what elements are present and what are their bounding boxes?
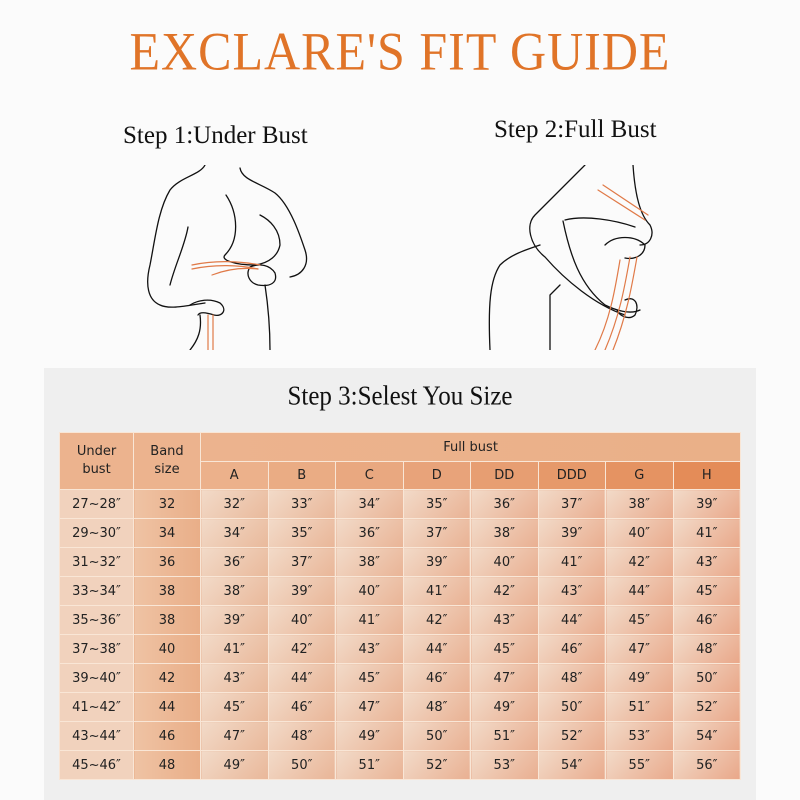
full-bust-cell: 43″ — [471, 606, 539, 635]
table-row — [60, 519, 741, 548]
full-bust-cell: 52″ — [403, 751, 471, 780]
full-bust-cell: 36″ — [336, 519, 404, 548]
full-bust-cell: 49″ — [606, 664, 674, 693]
full-bust-cell: 50″ — [538, 693, 606, 722]
full-bust-cell: 48″ — [403, 693, 471, 722]
page-title: EXCLARE'S FIT GUIDE — [129, 20, 671, 82]
full-bust-cell: 49″ — [336, 722, 404, 751]
band-size-cell: 42 — [134, 664, 201, 693]
full-bust-cell: 51″ — [336, 751, 404, 780]
band-size-cell: 34 — [134, 519, 201, 548]
full-bust-cell: 39″ — [538, 519, 606, 548]
full-bust-cell: 34″ — [201, 519, 269, 548]
band-size-cell: 38 — [134, 577, 201, 606]
full-bust-cell: 44″ — [268, 664, 336, 693]
band-size-cell: 44 — [134, 693, 201, 722]
band-size-cell: 36 — [134, 548, 201, 577]
full-bust-cell: 37″ — [268, 548, 336, 577]
full-bust-cell: 43″ — [538, 577, 606, 606]
full-bust-cell: 51″ — [471, 722, 539, 751]
full-bust-cell: 34″ — [336, 490, 404, 519]
full-bust-cell: 39″ — [673, 490, 741, 519]
under-bust-cell: 37~38″ — [60, 635, 134, 664]
full-bust-cell: 54″ — [673, 722, 741, 751]
header-full-bust: Full bust — [201, 433, 741, 462]
full-bust-cell: 45″ — [201, 693, 269, 722]
full-bust-cell: 39″ — [268, 577, 336, 606]
full-bust-cell: 42″ — [403, 606, 471, 635]
full-bust-cell: 52″ — [673, 693, 741, 722]
header-cup-a: A — [201, 462, 269, 490]
step2-label: Step 2:Full Bust — [494, 116, 657, 143]
full-bust-cell: 38″ — [201, 577, 269, 606]
band-size-cell: 40 — [134, 635, 201, 664]
full-bust-cell: 38″ — [471, 519, 539, 548]
full-bust-cell: 47″ — [606, 635, 674, 664]
under-bust-cell: 39~40″ — [60, 664, 134, 693]
size-chart-table — [59, 432, 741, 780]
step1-label: Step 1:Under Bust — [123, 122, 308, 149]
full-bust-cell: 35″ — [268, 519, 336, 548]
full-bust-cell: 40″ — [268, 606, 336, 635]
full-bust-cell: 55″ — [606, 751, 674, 780]
full-bust-cell: 47″ — [201, 722, 269, 751]
under-bust-cell: 31~32″ — [60, 548, 134, 577]
full-bust-cell: 48″ — [673, 635, 741, 664]
table-row — [60, 490, 741, 519]
full-bust-cell: 41″ — [673, 519, 741, 548]
full-bust-cell: 36″ — [471, 490, 539, 519]
full-bust-cell: 56″ — [673, 751, 741, 780]
full-bust-cell: 43″ — [673, 548, 741, 577]
header-cup-h: H — [673, 462, 741, 490]
full-bust-cell: 41″ — [201, 635, 269, 664]
full-bust-cell: 44″ — [606, 577, 674, 606]
table-row — [60, 722, 741, 751]
full-bust-cell: 42″ — [268, 635, 336, 664]
band-size-cell: 32 — [134, 490, 201, 519]
under-bust-cell: 41~42″ — [60, 693, 134, 722]
band-size-cell: 46 — [134, 722, 201, 751]
band-size-cell: 48 — [134, 751, 201, 780]
under-bust-cell: 35~36″ — [60, 606, 134, 635]
header-cup-b: B — [268, 462, 336, 490]
table-row — [60, 664, 741, 693]
table-row — [60, 577, 741, 606]
full-bust-cell: 50″ — [673, 664, 741, 693]
full-bust-cell: 50″ — [403, 722, 471, 751]
full-bust-cell: 45″ — [336, 664, 404, 693]
header-cup-ddd: DDD — [538, 462, 606, 490]
full-bust-cell: 46″ — [673, 606, 741, 635]
header-cup-d: D — [403, 462, 471, 490]
full-bust-cell: 38″ — [606, 490, 674, 519]
full-bust-cell: 44″ — [403, 635, 471, 664]
full-bust-cell: 32″ — [201, 490, 269, 519]
full-bust-cell: 37″ — [538, 490, 606, 519]
full-bust-cell: 47″ — [471, 664, 539, 693]
header-cup-dd: DD — [471, 462, 539, 490]
full-bust-cell: 45″ — [606, 606, 674, 635]
full-bust-cell: 46″ — [268, 693, 336, 722]
full-bust-cell: 51″ — [606, 693, 674, 722]
table-row — [60, 693, 741, 722]
under-bust-cell: 29~30″ — [60, 519, 134, 548]
under-bust-cell: 27~28″ — [60, 490, 134, 519]
header-under-bust: Under bust — [60, 433, 134, 490]
table-row — [60, 635, 741, 664]
full-bust-cell: 39″ — [201, 606, 269, 635]
full-bust-cell: 35″ — [403, 490, 471, 519]
header-cup-g: G — [606, 462, 674, 490]
band-size-cell: 38 — [134, 606, 201, 635]
full-bust-cell: 37″ — [403, 519, 471, 548]
under-bust-cell: 33~34″ — [60, 577, 134, 606]
full-bust-cell: 45″ — [673, 577, 741, 606]
full-bust-cell: 41″ — [336, 606, 404, 635]
full-bust-cell: 52″ — [538, 722, 606, 751]
table-row — [60, 751, 741, 780]
full-bust-cell: 38″ — [336, 548, 404, 577]
full-bust-cell: 50″ — [268, 751, 336, 780]
full-bust-cell: 40″ — [471, 548, 539, 577]
full-bust-cell: 48″ — [538, 664, 606, 693]
full-bust-cell: 43″ — [336, 635, 404, 664]
full-bust-cell: 43″ — [201, 664, 269, 693]
full-bust-cell: 39″ — [403, 548, 471, 577]
header-band-size: Band size — [134, 433, 201, 490]
full-bust-cell: 46″ — [403, 664, 471, 693]
full-bust-cell: 53″ — [471, 751, 539, 780]
under-bust-cell: 43~44″ — [60, 722, 134, 751]
full-bust-cell: 48″ — [268, 722, 336, 751]
under-bust-illustration — [130, 165, 340, 350]
full-bust-cell: 54″ — [538, 751, 606, 780]
under-bust-cell: 45~46″ — [60, 751, 134, 780]
full-bust-cell: 41″ — [403, 577, 471, 606]
full-bust-cell: 42″ — [471, 577, 539, 606]
full-bust-cell: 44″ — [538, 606, 606, 635]
table-row — [60, 548, 741, 577]
table-row — [60, 606, 741, 635]
full-bust-cell: 49″ — [471, 693, 539, 722]
step3-label: Step 3:Selest You Size — [287, 381, 513, 412]
full-bust-cell: 49″ — [201, 751, 269, 780]
full-bust-cell: 53″ — [606, 722, 674, 751]
full-bust-illustration — [485, 165, 695, 350]
full-bust-cell: 40″ — [606, 519, 674, 548]
full-bust-cell: 40″ — [336, 577, 404, 606]
full-bust-cell: 46″ — [538, 635, 606, 664]
full-bust-cell: 36″ — [201, 548, 269, 577]
full-bust-cell: 47″ — [336, 693, 404, 722]
full-bust-cell: 41″ — [538, 548, 606, 577]
full-bust-cell: 33″ — [268, 490, 336, 519]
full-bust-cell: 42″ — [606, 548, 674, 577]
header-cup-c: C — [336, 462, 404, 490]
full-bust-cell: 45″ — [471, 635, 539, 664]
